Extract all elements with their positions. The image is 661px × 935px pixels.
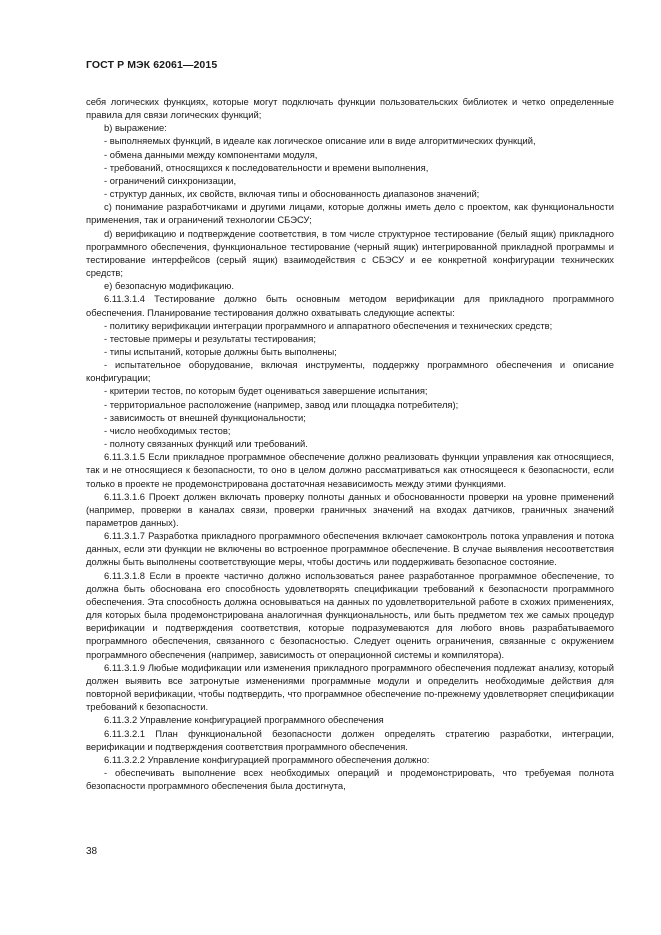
paragraph: 6.11.3.1.6 Проект должен включать проверку полноты данных и обоснованности проверки на уровне применений (например, проверки в каналах связи, проверки граничных значений на входах датчиков, граничных значений параметров данных). — [86, 490, 614, 528]
list-item: - тестовые примеры и результаты тестирования; — [104, 332, 316, 344]
list-item: - зависимость от внешней функциональности; — [104, 411, 306, 423]
page-header: ГОСТ Р МЭК 62061—2015 — [86, 59, 218, 71]
list-item: - политику верификации интеграции программного и аппаратного обеспечения и технических средств; — [104, 319, 553, 331]
list-item: - обмена данными между компонентами модуля, — [104, 148, 318, 160]
paragraph: c) понимание разработчиками и другими лицами, которые должны иметь дело с проектом, как функциональности применения, так и ограничений технологии СБЭСУ; — [86, 201, 614, 226]
paragraph: 6.11.3.1.7 Разработка прикладного программного обеспечения включает самоконтроль потока управления и потока данных, если эти функции не включены во встроенное программное обеспечение. В случае выявления несоответствия должны быть выполнены соответствующие меры, чтобы достичь или поддерживать безопасное состояние. — [86, 530, 614, 568]
page-number: 38 — [86, 846, 98, 857]
paragraph: 6.11.3.1.8 Если в проекте частично должно использоваться ранее разработанное программное обеспечение, то должна быть обоснована его способность удовлетворять спецификации требований к безопасности программного обеспечения. Эта способность должна основываться на данных по удовлетворительной работе в схожих применениях, для которых была продемонстрирована аналогичная функциональность, или быть предметом тех же самых процедур верификации и подтверждения соответствия, которые подразумеваются для любого вновь разрабатываемого программного обеспечения, связанного с безопасностью. Следует оценить ограничения, связанные с окружением программного обеспечения (например, зависимость от операционной системы и компилятора). — [86, 569, 614, 660]
paragraph: 6.11.3.2 Управление конфигурацией программного обеспечения — [104, 714, 384, 726]
list-item: - число необходимых тестов; — [104, 424, 231, 436]
list-item: - полноту связанных функций или требований. — [104, 438, 308, 450]
list-item: - ограничений синхронизации, — [104, 174, 237, 186]
list-item: - критерии тестов, по которым будет оцениваться завершение испытания; — [104, 385, 428, 397]
paragraph: 6.11.3.2.1 План функциональной безопасности должен определять стратегию разработки, интеграции, верификации и подтверждения соответствия программного обеспечения. — [86, 727, 614, 752]
paragraph: 6.11.3.1.5 Если прикладное программное обеспечение должно реализовать функции управления как относящиеся, так и не относящиеся к безопасности, то оно в целом должно рассматриваться как относящееся к безопасности, если только в проекте не продемонстрирована достаточная независимость между этими функциями. — [86, 451, 614, 489]
paragraph: 6.11.3.2.2 Управление конфигурацией программного обеспечения должно: — [104, 753, 430, 765]
paragraph: e) безопасную модификацию. — [104, 280, 234, 292]
list-item: - структур данных, их свойств, включая типы и обоснованность диапазонов значений; — [104, 188, 480, 200]
paragraph: b) выражение: — [104, 122, 167, 134]
list-item: - требований, относящихся к последовательности и времени выполнения, — [104, 161, 429, 173]
paragraph: 6.11.3.1.9 Любые модификации или изменения прикладного программного обеспечения подлежат анализу, который должен выявить все затронутые изменениями программные модули и определить необходимые действия для повторной верификации, чтобы подтвердить, что программное обеспечение по-прежнему удовлетворяет спецификации требований к безопасности. — [86, 661, 614, 713]
paragraph: 6.11.3.1.4 Тестирование должно быть основным методом верификации для прикладного программного обеспечения. Планирование тестирования должно охватывать следующие аспекты: — [86, 293, 614, 318]
list-item: - испытательное оборудование, включая инструменты, поддержку программного обеспечения и описание конфигурации; — [86, 359, 614, 384]
list-item: - территориальное расположение (например, завод или площадка потребителя); — [104, 398, 459, 410]
list-item: - типы испытаний, которые должны быть выполнены; — [104, 345, 337, 357]
list-item: - выполняемых функций, в идеале как логическое описание или в виде алгоритмических функций, — [104, 135, 536, 147]
page-body — [86, 95, 614, 792]
paragraph: себя логических функциях, которые могут подключать функции пользовательских библиотек и четко определенные правила для связи логических функций; — [86, 96, 614, 121]
list-item: - обеспечивать выполнение всех необходимых операций и продемонстрировать, что требуемая полнота безопасности программного обеспечения была достигнута, — [86, 766, 614, 792]
paragraph: d) верификацию и подтверждение соответствия, в том числе структурное тестирование (белый ящик) прикладного программного обеспечения, функциональное тестирование (черный ящик) интегрированной прикладной программы и тестирование интерфейсов (серый ящик) взаимодействия с СБЭСУ и ее конкретной конфигурации технических средств; — [86, 227, 614, 279]
